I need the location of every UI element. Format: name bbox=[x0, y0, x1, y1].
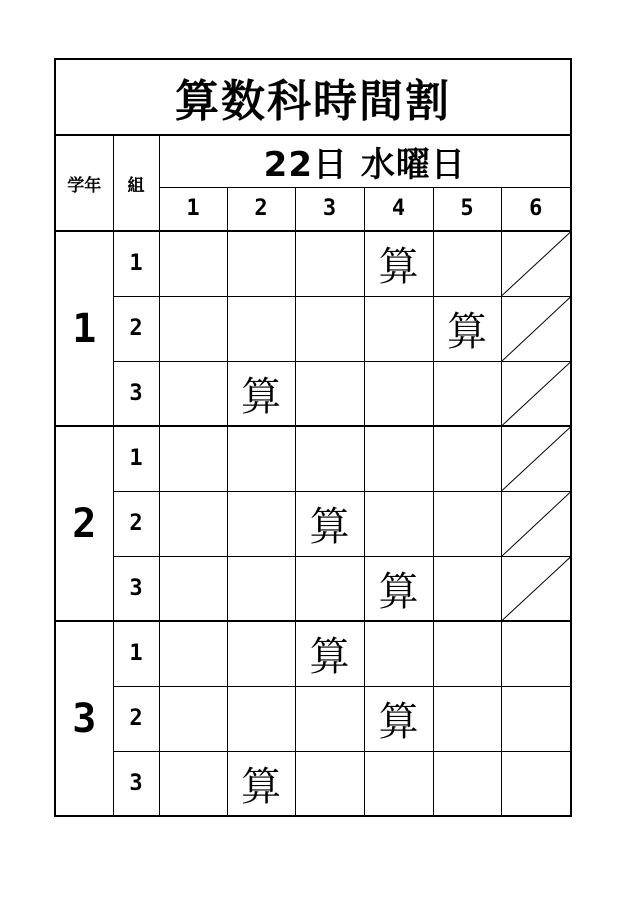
math-period-mark: 算 bbox=[295, 491, 364, 556]
empty-slot bbox=[159, 426, 227, 491]
empty-slot bbox=[364, 491, 433, 556]
empty-slot bbox=[227, 296, 295, 361]
empty-slot bbox=[295, 426, 364, 491]
empty-slot bbox=[227, 686, 295, 751]
math-period-mark: 算 bbox=[364, 556, 433, 621]
math-period-mark: 算 bbox=[227, 751, 295, 816]
page-title: 算数科時間割 bbox=[55, 59, 571, 135]
math-period-mark: 算 bbox=[364, 231, 433, 296]
timetable-row bbox=[55, 686, 571, 751]
empty-slot bbox=[159, 296, 227, 361]
timetable-row bbox=[55, 231, 571, 296]
empty-slot bbox=[433, 491, 501, 556]
class-label: 2 bbox=[113, 296, 159, 361]
empty-slot bbox=[433, 751, 501, 816]
empty-slot bbox=[364, 751, 433, 816]
empty-slot bbox=[364, 426, 433, 491]
empty-slot bbox=[433, 621, 501, 686]
class-label: 3 bbox=[113, 556, 159, 621]
timetable-row bbox=[55, 621, 571, 686]
empty-slot bbox=[501, 686, 571, 751]
period-header: 1 bbox=[159, 187, 227, 231]
empty-slot bbox=[433, 231, 501, 296]
empty-slot bbox=[227, 426, 295, 491]
no-class-slash bbox=[501, 426, 571, 491]
slash-line bbox=[502, 297, 571, 361]
empty-slot bbox=[227, 491, 295, 556]
timetable bbox=[54, 58, 572, 817]
empty-slot bbox=[433, 361, 501, 426]
slash-line bbox=[502, 427, 571, 491]
empty-slot bbox=[433, 556, 501, 621]
no-class-slash bbox=[501, 361, 571, 426]
empty-slot bbox=[227, 556, 295, 621]
empty-slot bbox=[227, 231, 295, 296]
class-label: 1 bbox=[113, 426, 159, 491]
no-class-slash bbox=[501, 491, 571, 556]
empty-slot bbox=[501, 751, 571, 816]
empty-slot bbox=[433, 426, 501, 491]
class-header: 組 bbox=[113, 135, 159, 231]
class-label: 2 bbox=[113, 491, 159, 556]
empty-slot bbox=[433, 686, 501, 751]
empty-slot bbox=[295, 556, 364, 621]
empty-slot bbox=[159, 231, 227, 296]
empty-slot bbox=[159, 556, 227, 621]
class-label: 1 bbox=[113, 621, 159, 686]
timetable-row bbox=[55, 361, 571, 426]
slash-line bbox=[502, 232, 571, 296]
class-label: 1 bbox=[113, 231, 159, 296]
empty-slot bbox=[159, 686, 227, 751]
timetable-row bbox=[55, 556, 571, 621]
no-class-slash bbox=[501, 296, 571, 361]
empty-slot bbox=[364, 296, 433, 361]
period-header: 3 bbox=[295, 187, 364, 231]
empty-slot bbox=[295, 361, 364, 426]
empty-slot bbox=[501, 621, 571, 686]
empty-slot bbox=[159, 751, 227, 816]
empty-slot bbox=[364, 361, 433, 426]
period-header: 2 bbox=[227, 187, 295, 231]
no-class-slash bbox=[501, 556, 571, 621]
grade-header: 学年 bbox=[55, 135, 113, 231]
empty-slot bbox=[295, 686, 364, 751]
empty-slot bbox=[295, 231, 364, 296]
math-period-mark: 算 bbox=[227, 361, 295, 426]
class-label: 2 bbox=[113, 686, 159, 751]
period-header: 6 bbox=[501, 187, 571, 231]
math-period-mark: 算 bbox=[364, 686, 433, 751]
class-label: 3 bbox=[113, 751, 159, 816]
slash-line bbox=[502, 362, 571, 426]
timetable-row bbox=[55, 296, 571, 361]
timetable-row bbox=[55, 751, 571, 816]
slash-line bbox=[502, 492, 571, 556]
period-header: 4 bbox=[364, 187, 433, 231]
empty-slot bbox=[159, 491, 227, 556]
timetable-row bbox=[55, 426, 571, 491]
empty-slot bbox=[227, 621, 295, 686]
empty-slot bbox=[364, 621, 433, 686]
empty-slot bbox=[159, 621, 227, 686]
timetable-row bbox=[55, 491, 571, 556]
math-period-mark: 算 bbox=[433, 296, 501, 361]
period-header: 5 bbox=[433, 187, 501, 231]
class-label: 3 bbox=[113, 361, 159, 426]
math-period-mark: 算 bbox=[295, 621, 364, 686]
empty-slot bbox=[295, 751, 364, 816]
slash-line bbox=[502, 557, 571, 621]
grade-label: 2 bbox=[55, 426, 113, 621]
grade-label: 1 bbox=[55, 231, 113, 426]
empty-slot bbox=[159, 361, 227, 426]
grade-label: 3 bbox=[55, 621, 113, 816]
empty-slot bbox=[295, 296, 364, 361]
no-class-slash bbox=[501, 231, 571, 296]
date-header: 22日 水曜日 bbox=[159, 135, 571, 187]
